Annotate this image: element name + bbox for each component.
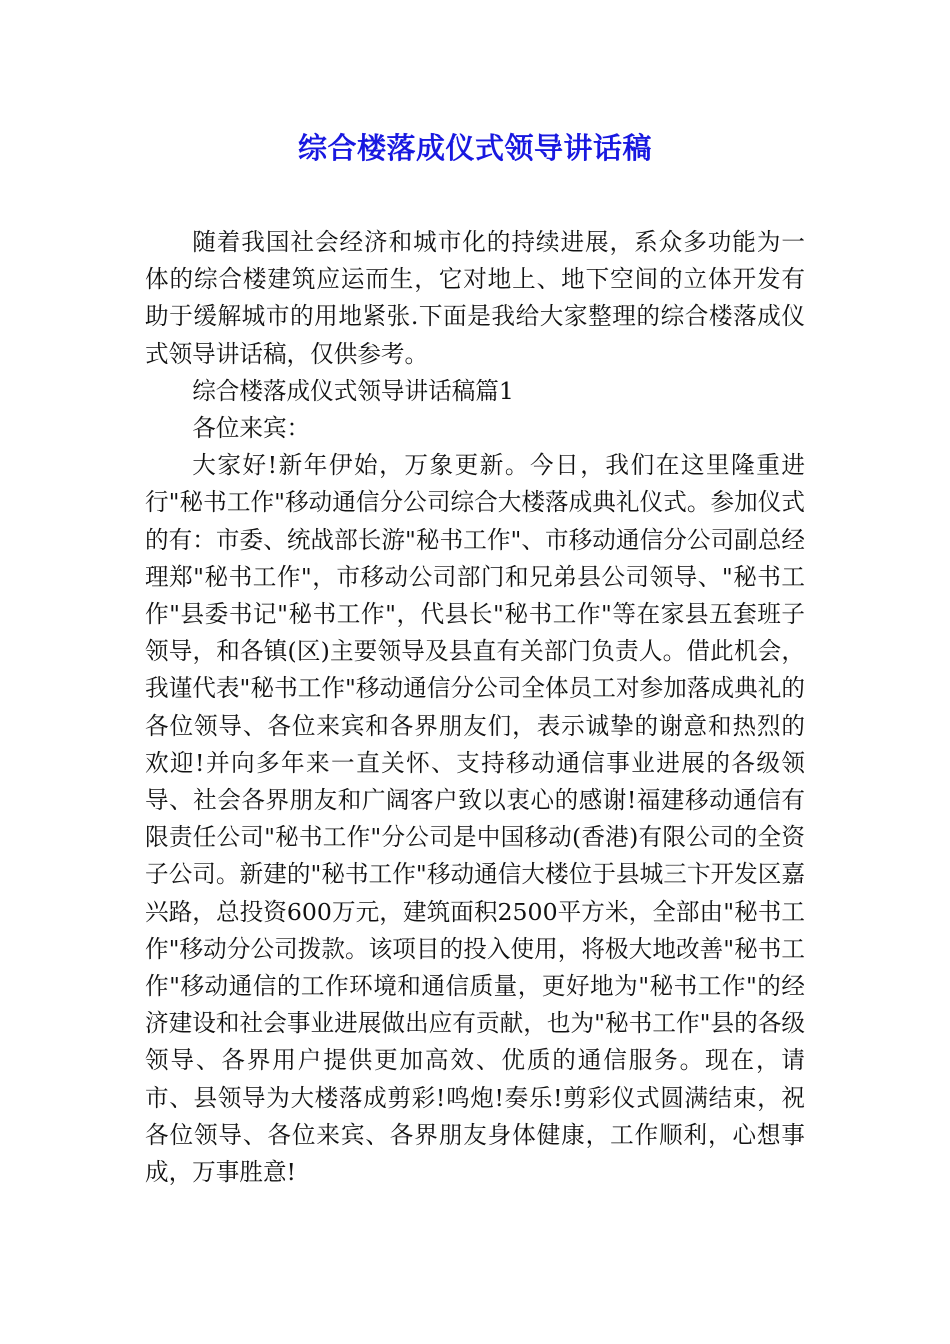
salutation: 各位来宾： xyxy=(192,414,311,443)
speech-paragraph: 大家好!新年伊始，万象更新。今日，我们在这里隆重进行"秘书工作"移动通信分公司综合大楼落成典礼仪式。参加仪式的有：市委、统战部长游"秘书工作"、市移动通信分公司副总经理郑"秘书工作"，市移动公司部门和兄弟县公司领导、"秘书工作"县委书记"秘书工作"，代县长"秘书工作"等在家县五套班子领导，和各镇(区)主要领导及县直有关部门负责人。借此机会，我谨代表"秘书工作"移动通信分公司全体员工对参加落成典礼的各位领导、各位来宾和各界朋友们，表示诚挚的谢意和热烈的欢迎!并向多年来一直关怀、支持移动通信事业进展的各级领导、社会各界朋友和广阔客户致以衷心的感谢!福建移动通信有限责任公司"秘书工作"分公司是中国移动(香港)有限公司的全资子公司。新建的"秘书工作"移动通信大楼位于县城三卞开发区嘉兴路，总投资600万元，建筑面积2500平方米，全部由"秘书工作"移动分公司拨款。该项目的投入使用，将极大地改善"秘书工作"移动通信的工作环境和通信质量，更好地为"秘书工作"的经济建设和社会事业进展做出应有贡献，也为"秘书工作"县的各级领导、各界用户提供更加高效、优质的通信服务。现在，请市、县领导为大楼落成剪彩!鸣炮!奏乐!剪彩仪式圆满结束，祝各位领导、各位来宾、各界朋友身体健康，工作顺利，心想事成，万事胜意! xyxy=(145,451,805,1187)
intro-paragraph: 随着我国社会经济和城市化的持续进展，系众多功能为一体的综合楼建筑应运而生，它对地上、地下空间的立体开发有助于缓解城市的用地紧张.下面是我给大家整理的综合楼落成仪式领导讲话稿，仅供参考。 xyxy=(145,228,805,368)
document-body xyxy=(145,224,805,1191)
section-heading: 综合楼落成仪式领导讲话稿篇1 xyxy=(192,376,514,405)
document-title: 综合楼落成仪式领导讲话稿 xyxy=(297,131,652,165)
